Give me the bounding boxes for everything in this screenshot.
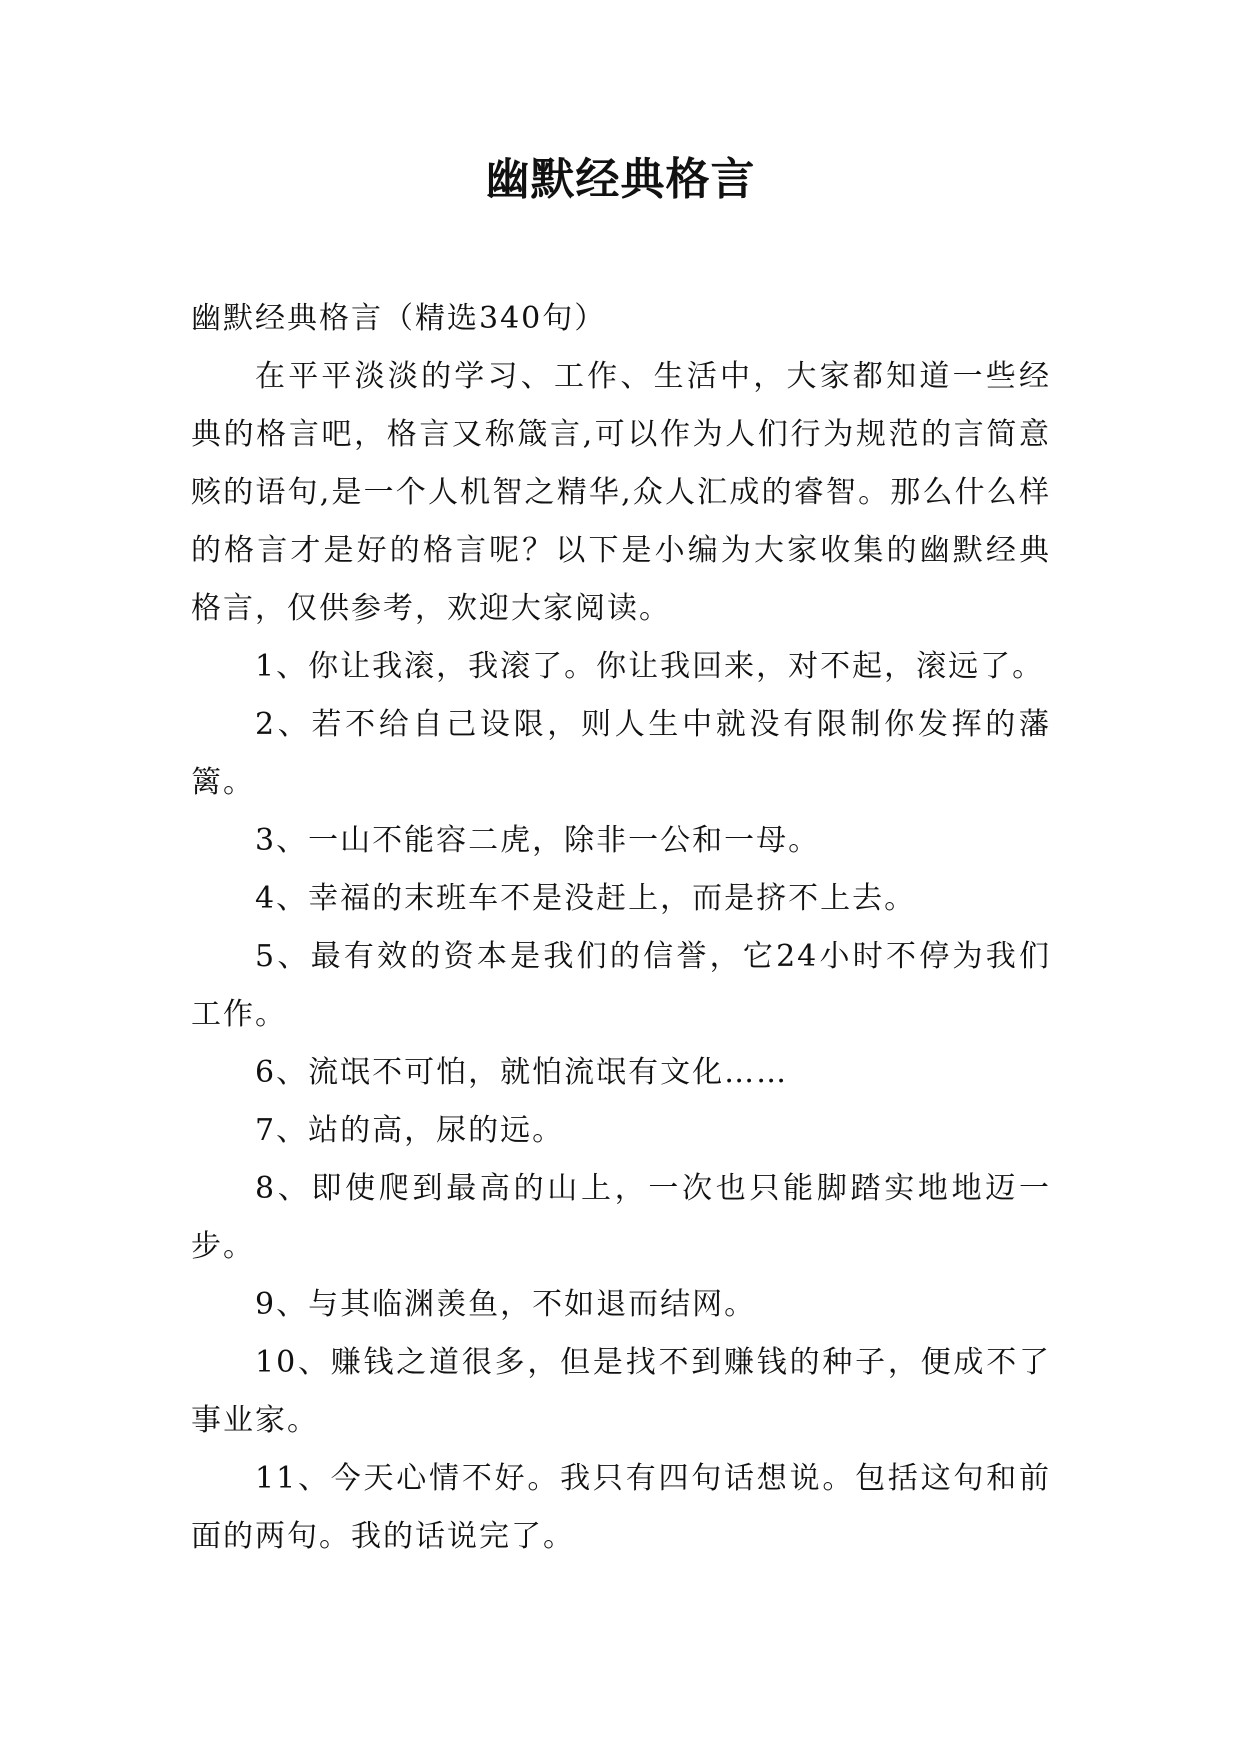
quote-item-2: 2、若不给自己设限，则人生中就没有限制你发挥的藩篱。: [191, 707, 1051, 800]
quote-item-3: 3、一山不能容二虎，除非一公和一母。: [255, 823, 821, 858]
quote-item-7: 7、站的高，尿的远。: [255, 1113, 565, 1148]
document-subtitle: 幽默经典格言（精选340句）: [191, 301, 607, 336]
quote-item-9: 9、与其临渊羡鱼，不如退而结网。: [255, 1287, 757, 1322]
quote-item-5: 5、最有效的资本是我们的信誉，它24小时不停为我们工作。: [191, 939, 1051, 1032]
quote-item-10: 10、赚钱之道很多，但是找不到赚钱的种子，便成不了事业家。: [191, 1345, 1051, 1438]
quote-item-11: 11、今天心情不好。我只有四句话想说。包括这句和前面的两句。我的话说完了。: [191, 1461, 1051, 1554]
intro-paragraph: 在平平淡淡的学习、工作、生活中，大家都知道一些经典的格言吧，格言又称箴言,可以作为人们行为规范的言简意赅的语句,是一个人机智之精华,众人汇成的睿智。那么什么样的格言才是好的格言呢？以下是小编为大家收集的幽默经典格言，仅供参考，欢迎大家阅读。: [191, 359, 1051, 626]
document-title: 幽默经典格言: [485, 154, 756, 205]
document-body: [191, 290, 1051, 1566]
quote-item-4: 4、幸福的末班车不是没赶上，而是挤不上去。: [255, 881, 917, 916]
quote-item-1: 1、你让我滚，我滚了。你让我回来，对不起，滚远了。: [255, 649, 1045, 684]
quote-item-8: 8、即使爬到最高的山上，一次也只能脚踏实地地迈一步。: [191, 1171, 1051, 1264]
quote-item-6: 6、流氓不可怕，就怕流氓有文化……: [255, 1055, 789, 1090]
